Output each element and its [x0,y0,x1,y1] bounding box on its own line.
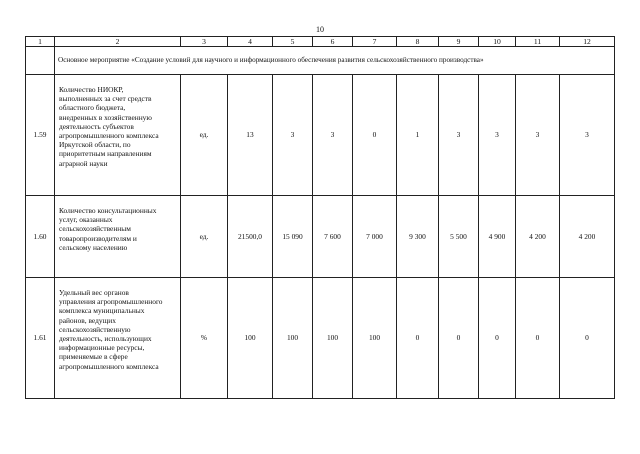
column-header: 11 [516,37,560,47]
page-number: 10 [316,25,324,34]
row-number: 1.60 [26,196,55,278]
column-header: 9 [439,37,479,47]
value-cell: 7 000 [353,196,397,278]
value-cell: 4 200 [560,196,615,278]
indicator-name-line: приоритетным направлениям [59,149,152,159]
indicator-name [55,196,181,278]
value-cell: 3 [273,75,313,196]
unit-cell: ед. [181,196,228,278]
table-row [26,196,615,278]
column-header: 12 [560,37,615,47]
value-cell: 0 [439,278,479,399]
indicator-name [55,278,181,399]
indicator-name-line: применяемые в сфере [59,352,128,362]
value-cell: 13 [228,75,273,196]
section-number-cell [26,47,55,75]
indicator-name-line: агропромышленного комплекса [59,361,159,371]
value-cell: 0 [353,75,397,196]
indicator-name-line: товаропроизводителям и [59,233,137,243]
unit-cell: % [181,278,228,399]
indicator-name-line: аграрной науки [59,158,108,168]
indicator-name-line: внедренных в хозяйственную [59,112,152,122]
value-cell: 100 [353,278,397,399]
column-header: 1 [26,37,55,47]
value-cell: 7 600 [313,196,353,278]
column-header: 10 [479,37,516,47]
unit-cell: ед. [181,75,228,196]
section-row [26,47,615,75]
column-header: 8 [397,37,439,47]
column-header: 4 [228,37,273,47]
value-cell: 9 300 [397,196,439,278]
value-cell: 0 [560,278,615,399]
indicator-name-line: комплекса муниципальных [59,306,145,316]
indicator-name-line: Удельный вес органов [59,288,129,297]
value-cell: 3 [560,75,615,196]
value-cell: 5 500 [439,196,479,278]
indicator-name-line: агропромышленного комплекса [59,131,159,141]
indicator-name-line: сельскому населению [59,242,128,252]
indicator-name-line: Иркутской области, по [59,140,131,150]
section-title: Основное мероприятие «Создание условий для научного и информационного обеспечения развития сельскохозяйственного производства» [55,47,615,75]
indicator-name-line: районов, ведущих [59,315,116,325]
value-cell: 0 [516,278,560,399]
table-row [26,75,615,196]
column-header: 6 [313,37,353,47]
value-cell: 0 [397,278,439,399]
indicator-name-line: услуг, оказанных [59,215,113,225]
column-header: 3 [181,37,228,47]
row-number: 1.59 [26,75,55,196]
table-row [26,278,615,399]
value-cell: 1 [397,75,439,196]
value-cell: 100 [273,278,313,399]
value-cell: 100 [313,278,353,399]
value-cell: 3 [439,75,479,196]
indicator-name [55,75,181,196]
indicators-table [25,36,615,399]
indicator-name-line: сельскохозяйственную [59,324,131,334]
indicator-name-line: Количество НИОКР, [59,85,124,94]
value-cell: 21500,0 [228,196,273,278]
value-cell: 3 [479,75,516,196]
value-cell: 4 900 [479,196,516,278]
column-number-row [26,37,615,47]
indicator-name-line: Количество консультационных [59,206,157,215]
column-header: 5 [273,37,313,47]
indicator-name-line: информационные ресурсы, [59,343,145,353]
value-cell: 0 [479,278,516,399]
column-header: 7 [353,37,397,47]
value-cell: 100 [228,278,273,399]
indicator-name-line: выполненных за счет средств [59,94,152,104]
value-cell: 3 [516,75,560,196]
indicator-name-line: сельскохозяйственным [59,224,131,234]
indicator-name-line: управления агропромышленного [59,297,163,307]
value-cell: 4 200 [516,196,560,278]
value-cell: 3 [313,75,353,196]
indicator-name-line: деятельность субъектов [59,121,134,131]
indicator-name-line: деятельность, использующих [59,334,152,344]
column-header: 2 [55,37,181,47]
indicator-name-line: областного бюджета, [59,103,126,113]
row-number: 1.61 [26,278,55,399]
value-cell: 15 090 [273,196,313,278]
